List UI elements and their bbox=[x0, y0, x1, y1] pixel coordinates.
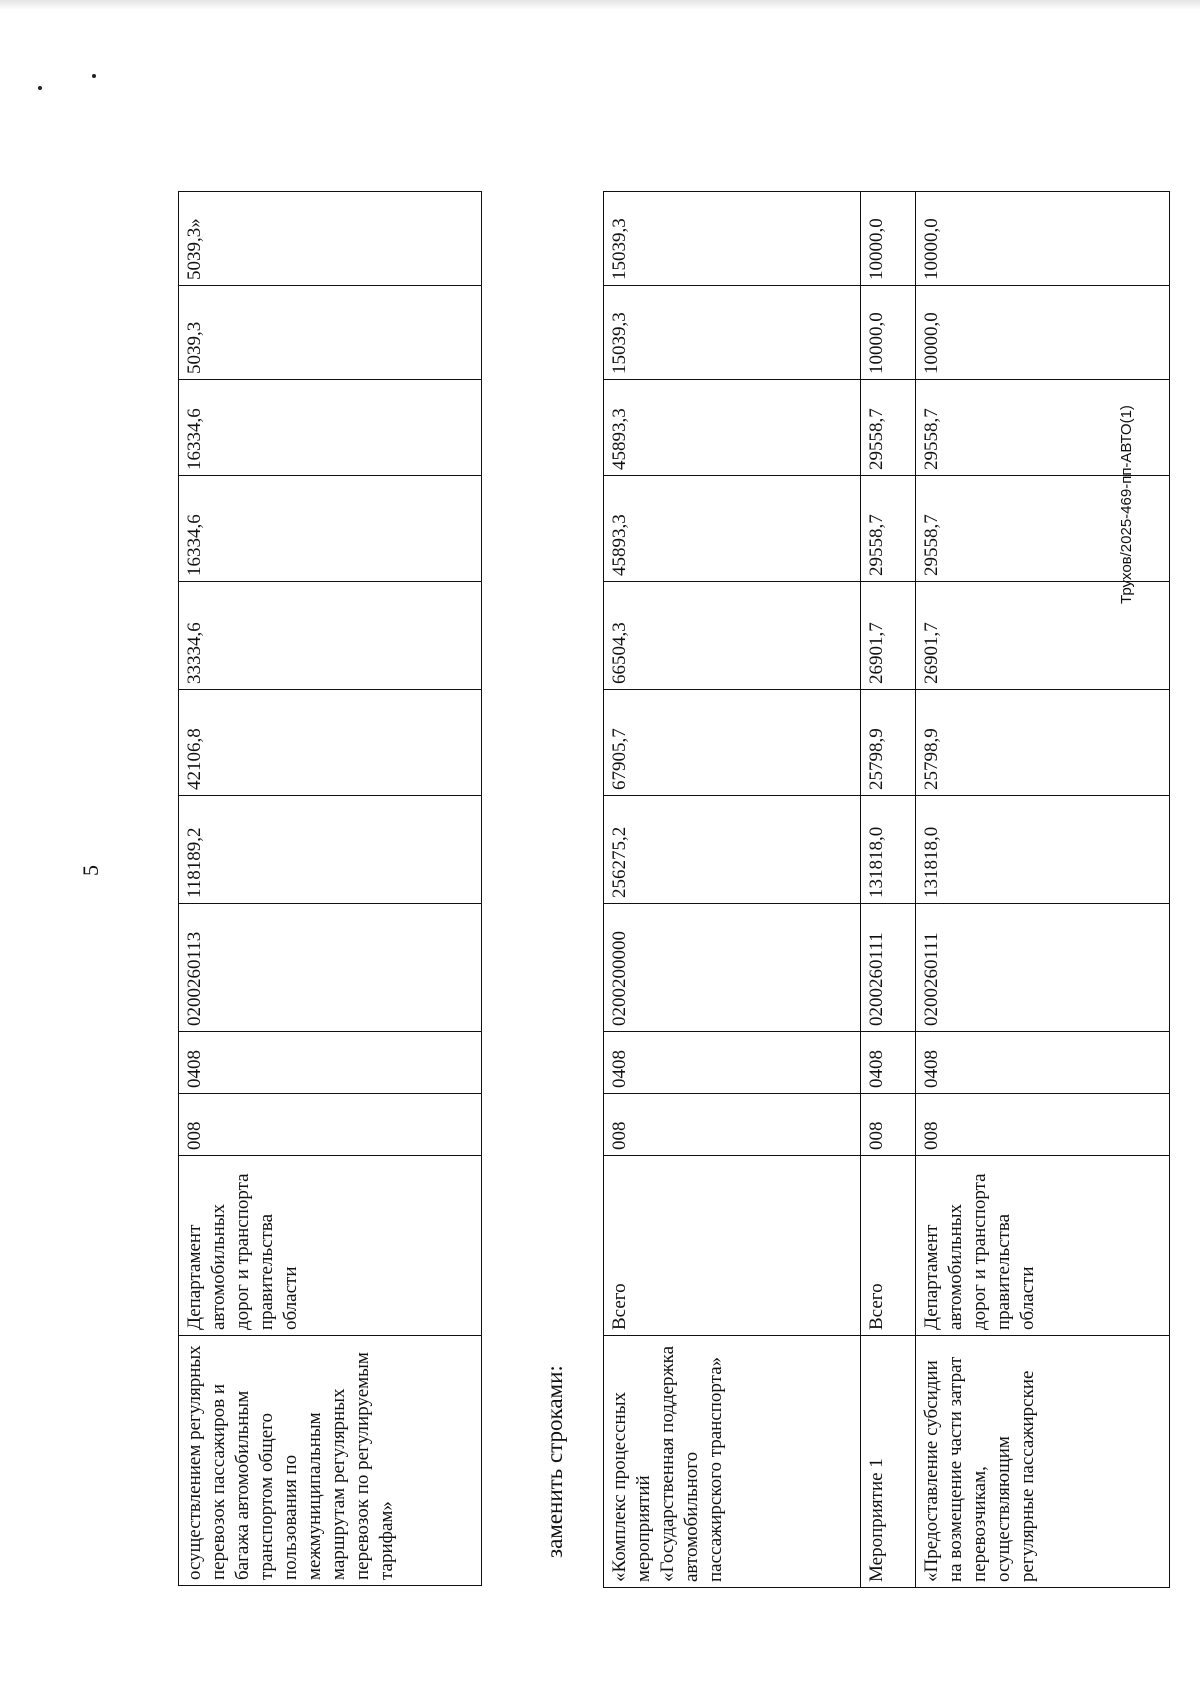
section-cell: 0408 bbox=[179, 1032, 482, 1094]
table-row bbox=[604, 192, 861, 1588]
amount-cell: 25798,9 bbox=[861, 690, 916, 796]
amount-cell: 26901,7 bbox=[861, 582, 916, 690]
amount-cell: 10000,0 bbox=[861, 286, 916, 380]
code-cell: 008 bbox=[604, 1094, 861, 1156]
amount-cell: 5039,3» bbox=[179, 192, 482, 286]
amount-cell: 26901,7 bbox=[916, 582, 1170, 690]
code-cell: 008 bbox=[916, 1094, 1170, 1156]
target-item-cell: 0200200000 bbox=[604, 904, 861, 1032]
target-item-cell: 0200260111 bbox=[916, 904, 1170, 1032]
budget-table-previous bbox=[178, 191, 482, 1586]
amount-cell: 29558,7 bbox=[861, 380, 916, 476]
target-item-cell: 0200260111 bbox=[861, 904, 916, 1032]
executor-cell: Всего bbox=[861, 1156, 916, 1336]
table-row bbox=[916, 192, 1170, 1588]
budget-table-replacement bbox=[603, 191, 1170, 1588]
amount-cell: 66504,3 bbox=[604, 582, 861, 690]
target-item-cell: 0200260113 bbox=[179, 904, 482, 1032]
amount-cell: 118189,2 bbox=[179, 796, 482, 904]
measure-description-cell: осуществлением регулярных перевозок пассажиров и багажа автомобильным транспортом общего пользования по межмуниципальным маршрутам регулярных перевозок по регулируемым тарифам» bbox=[179, 1336, 482, 1586]
page-number: 5 bbox=[78, 865, 103, 876]
code-cell: 008 bbox=[179, 1094, 482, 1156]
amount-cell: 5039,3 bbox=[179, 286, 482, 380]
section-cell: 0408 bbox=[604, 1032, 861, 1094]
amount-cell: 15039,3 bbox=[604, 286, 861, 380]
amount-cell: 45893,3 bbox=[604, 380, 861, 476]
amount-cell: 29558,7 bbox=[916, 380, 1170, 476]
amount-cell: 131818,0 bbox=[861, 796, 916, 904]
executor-cell: Департамент автомобильных дорог и транспорта правительства области bbox=[179, 1156, 482, 1336]
amount-cell: 29558,7 bbox=[861, 476, 916, 582]
amount-cell: 15039,3 bbox=[604, 192, 861, 286]
executor-cell: Департамент автомобильных дорог и транспорта правительства области bbox=[916, 1156, 1170, 1336]
document-footer-code: Трухов/2025-469-пп-АВТО(1) bbox=[1118, 405, 1135, 604]
amount-cell: 16334,6 bbox=[179, 476, 482, 582]
replace-caption: заменить строками: bbox=[542, 1365, 567, 1558]
amount-cell: 25798,9 bbox=[916, 690, 1170, 796]
measure-description-cell: «Комплекс процессных мероприятий «Государственная поддержка автомобильного пассажирского транспорта» bbox=[604, 1336, 861, 1588]
table-row bbox=[179, 192, 482, 1586]
amount-cell: 10000,0 bbox=[916, 192, 1170, 286]
section-cell: 0408 bbox=[916, 1032, 1170, 1094]
amount-cell: 45893,3 bbox=[604, 476, 861, 582]
amount-cell: 33334,6 bbox=[179, 582, 482, 690]
amount-cell: 29558,7 bbox=[916, 476, 1170, 582]
amount-cell: 42106,8 bbox=[179, 690, 482, 796]
code-cell: 008 bbox=[861, 1094, 916, 1156]
amount-cell: 10000,0 bbox=[916, 286, 1170, 380]
amount-cell: 16334,6 bbox=[179, 380, 482, 476]
amount-cell: 131818,0 bbox=[916, 796, 1170, 904]
table-row bbox=[861, 192, 916, 1588]
measure-description-cell: Мероприятие 1 bbox=[861, 1336, 916, 1588]
amount-cell: 67905,7 bbox=[604, 690, 861, 796]
section-cell: 0408 bbox=[861, 1032, 916, 1094]
amount-cell: 10000,0 bbox=[861, 192, 916, 286]
amount-cell: 256275,2 bbox=[604, 796, 861, 904]
executor-cell: Всего bbox=[604, 1156, 861, 1336]
measure-description-cell: «Предоставление субсидии на возмещение части затрат перевозчикам, осуществляющим регулярные пассажирские bbox=[916, 1336, 1170, 1588]
